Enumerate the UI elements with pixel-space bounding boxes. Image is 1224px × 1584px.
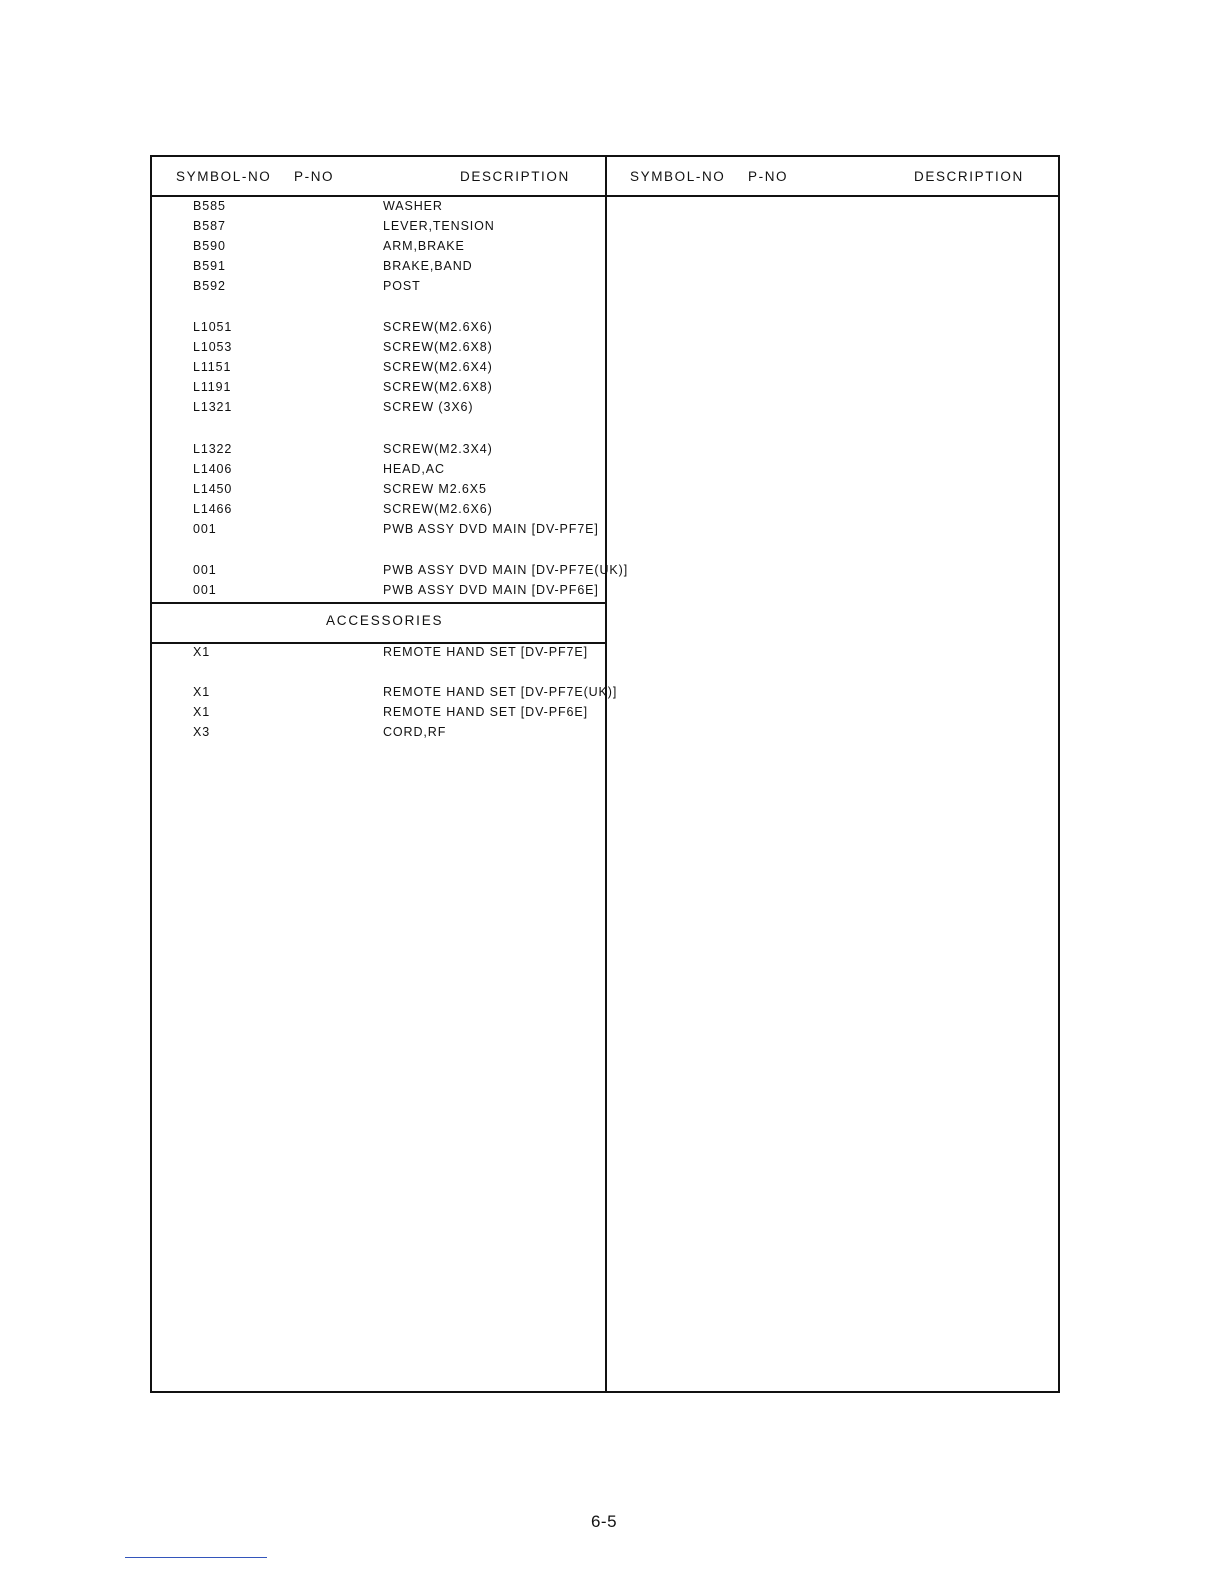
symbol-no: L1151 [193, 360, 232, 374]
description: PWB ASSY DVD MAIN [DV-PF7E] [383, 522, 599, 536]
description: WASHER [383, 199, 443, 213]
description: SCREW(M2.6X8) [383, 340, 493, 354]
accessories-heading: ACCESSORIES [326, 613, 444, 628]
symbol-no: X1 [193, 705, 211, 719]
symbol-no: X3 [193, 725, 211, 739]
accessories-bottom-rule [152, 642, 605, 644]
description: SCREW(M2.6X8) [383, 380, 493, 394]
symbol-no: B585 [193, 199, 226, 213]
right-header-symbol-no: SYMBOL-NO [630, 169, 726, 184]
right-header-description: DESCRIPTION [914, 169, 1024, 184]
footer-rule [125, 1557, 267, 1558]
column-divider [605, 157, 607, 1391]
left-header-description: DESCRIPTION [460, 169, 570, 184]
symbol-no: L1322 [193, 442, 233, 456]
description: POST [383, 279, 421, 293]
symbol-no: 001 [193, 563, 217, 577]
accessories-top-rule [152, 602, 605, 604]
symbol-no: L1051 [193, 320, 233, 334]
symbol-no: X1 [193, 685, 211, 699]
description: REMOTE HAND SET [DV-PF7E(UK)] [383, 685, 618, 699]
symbol-no: B587 [193, 219, 226, 233]
description: SCREW M2.6X5 [383, 482, 487, 496]
description: REMOTE HAND SET [DV-PF7E] [383, 645, 588, 659]
symbol-no: L1450 [193, 482, 233, 496]
left-header-p-no: P-NO [294, 169, 335, 184]
symbol-no: L1053 [193, 340, 233, 354]
description: PWB ASSY DVD MAIN [DV-PF6E] [383, 583, 599, 597]
description: SCREW (3X6) [383, 400, 474, 414]
symbol-no: X1 [193, 645, 211, 659]
header-rule [152, 195, 1058, 197]
symbol-no: 001 [193, 583, 217, 597]
left-header-symbol-no: SYMBOL-NO [176, 169, 272, 184]
description: HEAD,AC [383, 462, 445, 476]
symbol-no: L1406 [193, 462, 233, 476]
description: REMOTE HAND SET [DV-PF6E] [383, 705, 588, 719]
symbol-no: B591 [193, 259, 226, 273]
symbol-no: L1191 [193, 380, 232, 394]
symbol-no: L1466 [193, 502, 233, 516]
description: PWB ASSY DVD MAIN [DV-PF7E(UK)] [383, 563, 629, 577]
description: LEVER,TENSION [383, 219, 495, 233]
description: CORD,RF [383, 725, 447, 739]
description: SCREW(M2.6X6) [383, 502, 493, 516]
parts-list-table [150, 155, 1060, 1393]
right-header-p-no: P-NO [748, 169, 789, 184]
description: SCREW(M2.3X4) [383, 442, 493, 456]
symbol-no: L1321 [193, 400, 233, 414]
description: BRAKE,BAND [383, 259, 473, 273]
symbol-no: B592 [193, 279, 226, 293]
page-number: 6-5 [590, 1512, 618, 1531]
description: SCREW(M2.6X6) [383, 320, 493, 334]
description: SCREW(M2.6X4) [383, 360, 493, 374]
symbol-no: 001 [193, 522, 217, 536]
description: ARM,BRAKE [383, 239, 465, 253]
symbol-no: B590 [193, 239, 226, 253]
